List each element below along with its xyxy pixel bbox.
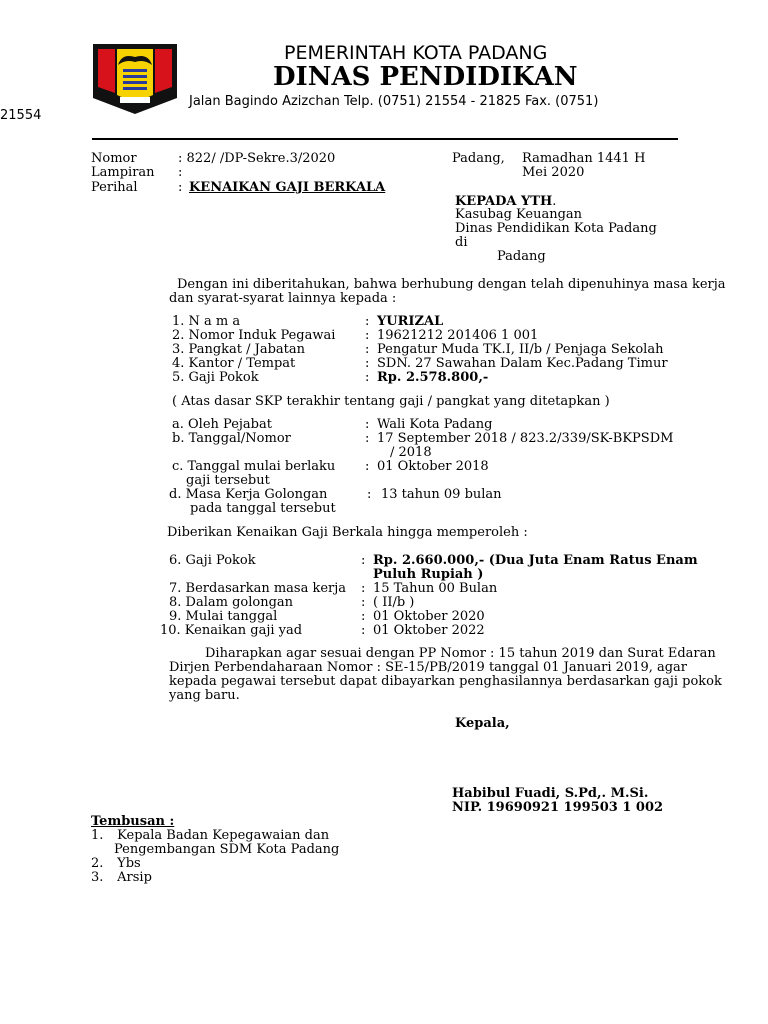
emblem-stripe-4	[123, 87, 147, 90]
tembusan-item-number: 1.	[91, 828, 104, 843]
tembusan-item-1	[91, 828, 329, 843]
raise-grade-colon: :	[361, 595, 366, 610]
basis-effective-label-2: gaji tersebut	[186, 473, 270, 488]
emblem-red-field-right	[155, 49, 172, 93]
employee-office-colon: :	[365, 356, 370, 371]
employee-nip-label: 2. Nomor Induk Pegawai	[172, 328, 336, 343]
raise-grade-label: 8. Dalam golongan	[169, 595, 294, 610]
raise-salary-label: 6. Gaji Pokok	[169, 553, 256, 568]
closing-line-1: Diharapkan agar sesuai dengan PP Nomor : 15 tahun 2019 dan Surat Edaran	[205, 646, 716, 661]
basis-official-colon: :	[365, 417, 370, 432]
raise-next-value: 01 Oktober 2022	[373, 623, 485, 638]
raise-tenure-colon: :	[361, 581, 366, 596]
emblem-stripe-1	[123, 69, 147, 72]
perihal-colon: :	[178, 180, 183, 195]
letterhead-fax-overflow: 21554	[0, 108, 42, 123]
recipient-line-1: Kasubag Keuangan	[455, 207, 583, 222]
employee-name-label: 1. N a m a	[172, 314, 241, 329]
raise-start-colon: :	[361, 609, 366, 624]
basis-official-value: Wali Kota Padang	[377, 417, 493, 432]
basis-tenure-colon: :	[367, 487, 372, 502]
letter-place: Padang,	[452, 151, 505, 166]
basis-effective-label: c. Tanggal mulai berlaku	[172, 459, 336, 474]
letterhead-dept: DINAS PENDIDIKAN	[273, 62, 578, 92]
letterhead-gov: PEMERINTAH KOTA PADANG	[284, 42, 548, 64]
emblem-stripe-3	[123, 81, 147, 84]
tembusan-item-number: 3.	[91, 870, 104, 885]
basis-tenure-label: d. Masa Kerja Golongan	[169, 487, 328, 502]
perihal-label: Perihal	[91, 180, 138, 195]
basis-tenure-value: 13 tahun 09 bulan	[381, 487, 502, 502]
recipient-line-2: Dinas Pendidikan Kota Padang	[455, 221, 657, 236]
recipient-line-3: di	[455, 235, 468, 250]
emblem-red-field-left	[98, 49, 115, 93]
employee-nip-value: 19621212 201406 1 001	[377, 328, 539, 343]
letter-date-hijri: Ramadhan 1441 H	[522, 151, 646, 166]
raise-intro: Diberikan Kenaikan Gaji Berkala hingga memperoleh :	[167, 525, 528, 540]
intro-line-2: dan syarat-syarat lainnya kepada :	[169, 291, 397, 306]
tembusan-heading: Tembusan :	[91, 814, 175, 829]
tembusan-item-2	[91, 856, 141, 871]
employee-salary-value: Rp. 2.578.800,-	[377, 370, 489, 385]
employee-rank-value: Pengatur Muda TK.I, II/b / Penjaga Sekolah	[377, 342, 664, 357]
nomor-label: Nomor	[91, 151, 137, 166]
raise-grade-value: ( II/b )	[373, 595, 415, 610]
nomor-value: : 822/ /DP-Sekre.3/2020	[178, 151, 336, 166]
raise-start-value: 01 Oktober 2020	[373, 609, 485, 624]
employee-name-colon: :	[365, 314, 370, 329]
employee-nip-colon: :	[365, 328, 370, 343]
employee-name-value: YURIZAL	[377, 314, 444, 329]
letter-date-gregorian: Mei 2020	[522, 165, 585, 180]
padang-city-emblem	[92, 43, 178, 115]
raise-next-colon: :	[361, 623, 366, 638]
basis-tenure-label-2: pada tanggal tersebut	[190, 501, 336, 516]
skp-note: ( Atas dasar SKP terakhir tentang gaji / pangkat yang ditetapkan )	[172, 394, 610, 409]
raise-tenure-label: 7. Berdasarkan masa kerja	[169, 581, 347, 596]
tembusan-item-1-cont: Pengembangan SDM Kota Padang	[114, 842, 340, 857]
employee-salary-colon: :	[365, 370, 370, 385]
intro-line-1: Dengan ini diberitahukan, bahwa berhubung dengan telah dipenuhinya masa kerja	[177, 277, 726, 292]
emblem-banner	[120, 97, 150, 103]
basis-decree-label: b. Tanggal/Nomor	[172, 431, 291, 446]
closing-line-4: yang baru.	[169, 688, 240, 703]
employee-office-label: 4. Kantor / Tempat	[172, 356, 296, 371]
recipient-heading-dot: .	[552, 194, 557, 209]
signature-name: Habibul Fuadi, S.Pd,. M.Si.	[452, 786, 649, 801]
tembusan-item-3	[91, 870, 152, 885]
letterhead-divider	[92, 138, 678, 140]
letterhead-address: Jalan Bagindo Azizchan Telp. (0751) 21554 - 21825 Fax. (0751)	[189, 94, 599, 109]
employee-rank-label: 3. Pangkat / Jabatan	[172, 342, 306, 357]
signature-nip: NIP. 19690921 199503 1 002	[452, 800, 664, 815]
recipient-heading-text: KEPADA YTH	[455, 194, 553, 209]
emblem-stripe-2	[123, 75, 147, 78]
raise-tenure-value: 15 Tahun 00 Bulan	[373, 581, 498, 596]
tembusan-item-text: Kepala Badan Kepegawaian dan	[117, 828, 330, 843]
raise-salary-value: Rp. 2.660.000,- (Dua Juta Enam Ratus Enam	[373, 553, 698, 568]
raise-start-label: 9. Mulai tanggal	[169, 609, 278, 624]
closing-line-3: kepada pegawai tersebut dapat dibayarkan penghasilannya berdasarkan gaji pokok	[169, 674, 722, 689]
raise-salary-value-2: Puluh Rupiah )	[373, 567, 484, 582]
closing-line-2: Dirjen Perbendaharaan Nomor : SE-15/PB/2019 tanggal 01 Januari 2019, agar	[169, 660, 688, 675]
perihal-value: KENAIKAN GAJI BERKALA	[189, 180, 386, 195]
basis-decree-value-2: / 2018	[390, 445, 432, 460]
employee-salary-label: 5. Gaji Pokok	[172, 370, 259, 385]
raise-salary-colon: :	[361, 553, 366, 568]
basis-effective-value: 01 Oktober 2018	[377, 459, 489, 474]
basis-decree-value: 17 September 2018 / 823.2/339/SK-BKPSDM	[377, 431, 674, 446]
employee-office-value: SDN. 27 Sawahan Dalam Kec.Padang Timur	[377, 356, 668, 371]
tembusan-item-text: Arsip	[117, 870, 152, 885]
basis-official-label: a. Oleh Pejabat	[172, 417, 272, 432]
basis-decree-colon: :	[365, 431, 370, 446]
employee-rank-colon: :	[365, 342, 370, 357]
lampiran-label: Lampiran	[91, 165, 155, 180]
tembusan-item-number: 2.	[91, 856, 104, 871]
recipient-line-4: Padang	[497, 249, 546, 264]
lampiran-value: :	[178, 165, 183, 180]
tembusan-item-text: Ybs	[117, 856, 141, 871]
basis-effective-colon: :	[365, 459, 370, 474]
raise-next-label: 10. Kenaikan gaji yad	[160, 623, 303, 638]
signature-title: Kepala,	[455, 716, 510, 731]
